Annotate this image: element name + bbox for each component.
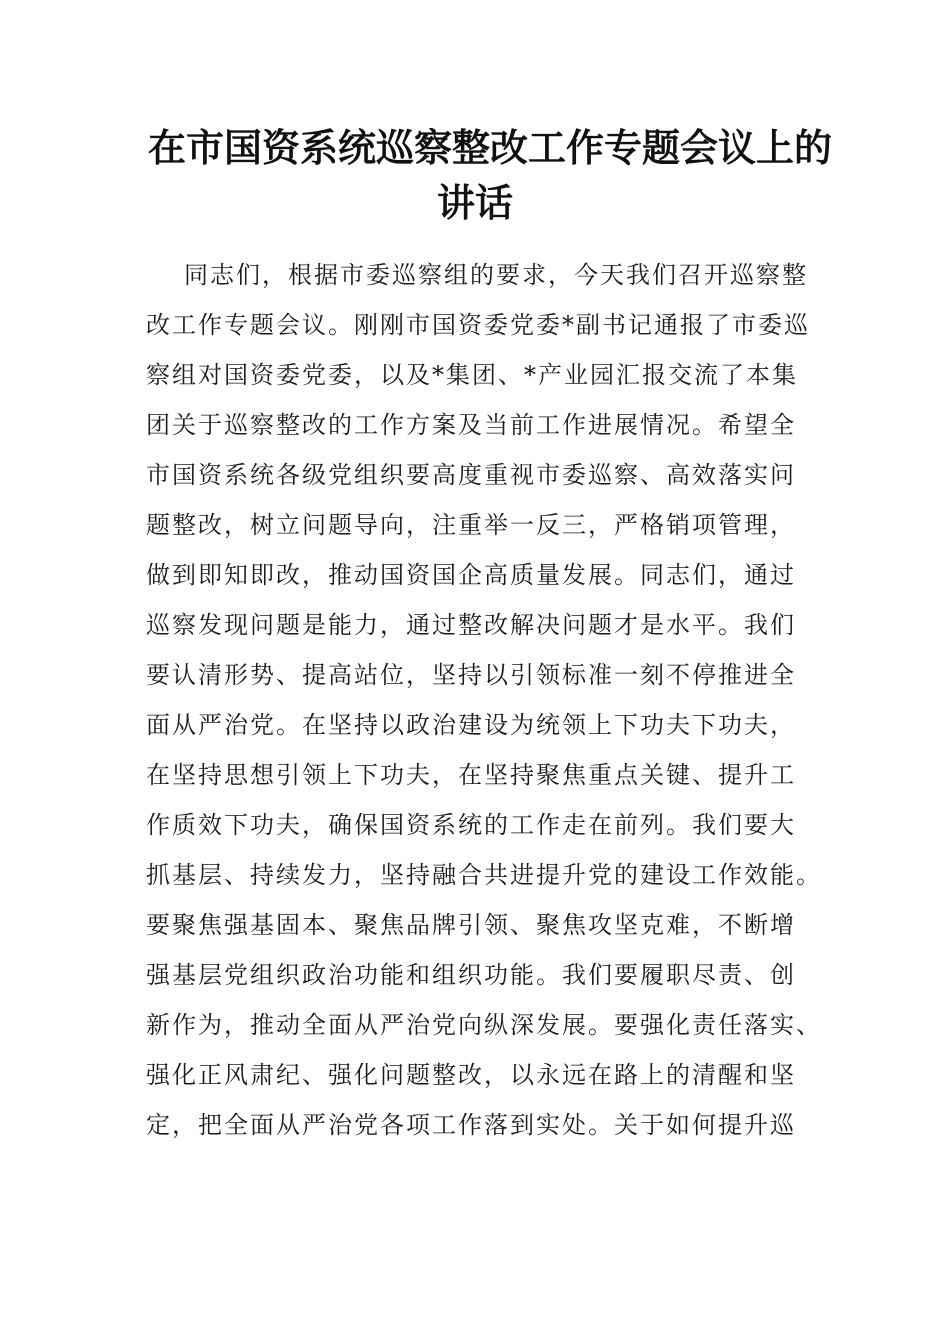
body-line-15: 强基层党组织政治功能和组织功能。我们要履职尽责、创 xyxy=(146,961,796,989)
body-line-14: 要聚焦强基固本、聚焦品牌引领、聚焦攻坚克难，不断增 xyxy=(146,911,796,939)
body-line-1: 同志们，根据市委巡察组的要求，今天我们召开巡察整 xyxy=(184,261,808,289)
body-line-7: 做到即知即改，推动国资国企高质量发展。同志们，通过 xyxy=(146,561,796,589)
body-line-2: 改工作专题会议。刚刚市国资委党委*副书记通报了市委巡 xyxy=(146,311,810,339)
body-line-13: 抓基层、持续发力，坚持融合共进提升党的建设工作效能。 xyxy=(146,861,822,889)
document-title xyxy=(148,120,833,230)
body-line-18: 定，把全面从严治党各项工作落到实处。关于如何提升巡 xyxy=(146,1111,796,1139)
body-line-16: 新作为，推动全面从严治党向纵深发展。要强化责任落实、 xyxy=(146,1011,822,1039)
title-line-2: 讲话 xyxy=(436,180,513,225)
document-body xyxy=(146,250,822,1150)
body-line-10: 面从严治党。在坚持以政治建设为统领上下功夫下功夫， xyxy=(146,711,796,739)
body-line-17: 强化正风肃纪、强化问题整改，以永远在路上的清醒和坚 xyxy=(146,1061,796,1089)
title-line-1: 在市国资系统巡察整改工作专题会议上的 xyxy=(148,125,833,170)
body-line-9: 要认清形势、提高站位，坚持以引领标准一刻不停推进全 xyxy=(146,661,796,689)
body-line-3: 察组对国资委党委，以及*集团、*产业园汇报交流了本集 xyxy=(146,361,798,389)
body-line-12: 作质效下功夫，确保国资系统的工作走在前列。我们要大 xyxy=(146,811,796,839)
body-line-11: 在坚持思想引领上下功夫，在坚持聚焦重点关键、提升工 xyxy=(146,761,796,789)
body-line-5: 市国资系统各级党组织要高度重视市委巡察、高效落实问 xyxy=(146,461,796,489)
body-line-8: 巡察发现问题是能力，通过整改解决问题才是水平。我们 xyxy=(146,611,796,639)
body-line-4: 团关于巡察整改的工作方案及当前工作进展情况。希望全 xyxy=(146,411,796,439)
body-line-6: 题整改，树立问题导向，注重举一反三，严格销项管理， xyxy=(146,511,796,539)
